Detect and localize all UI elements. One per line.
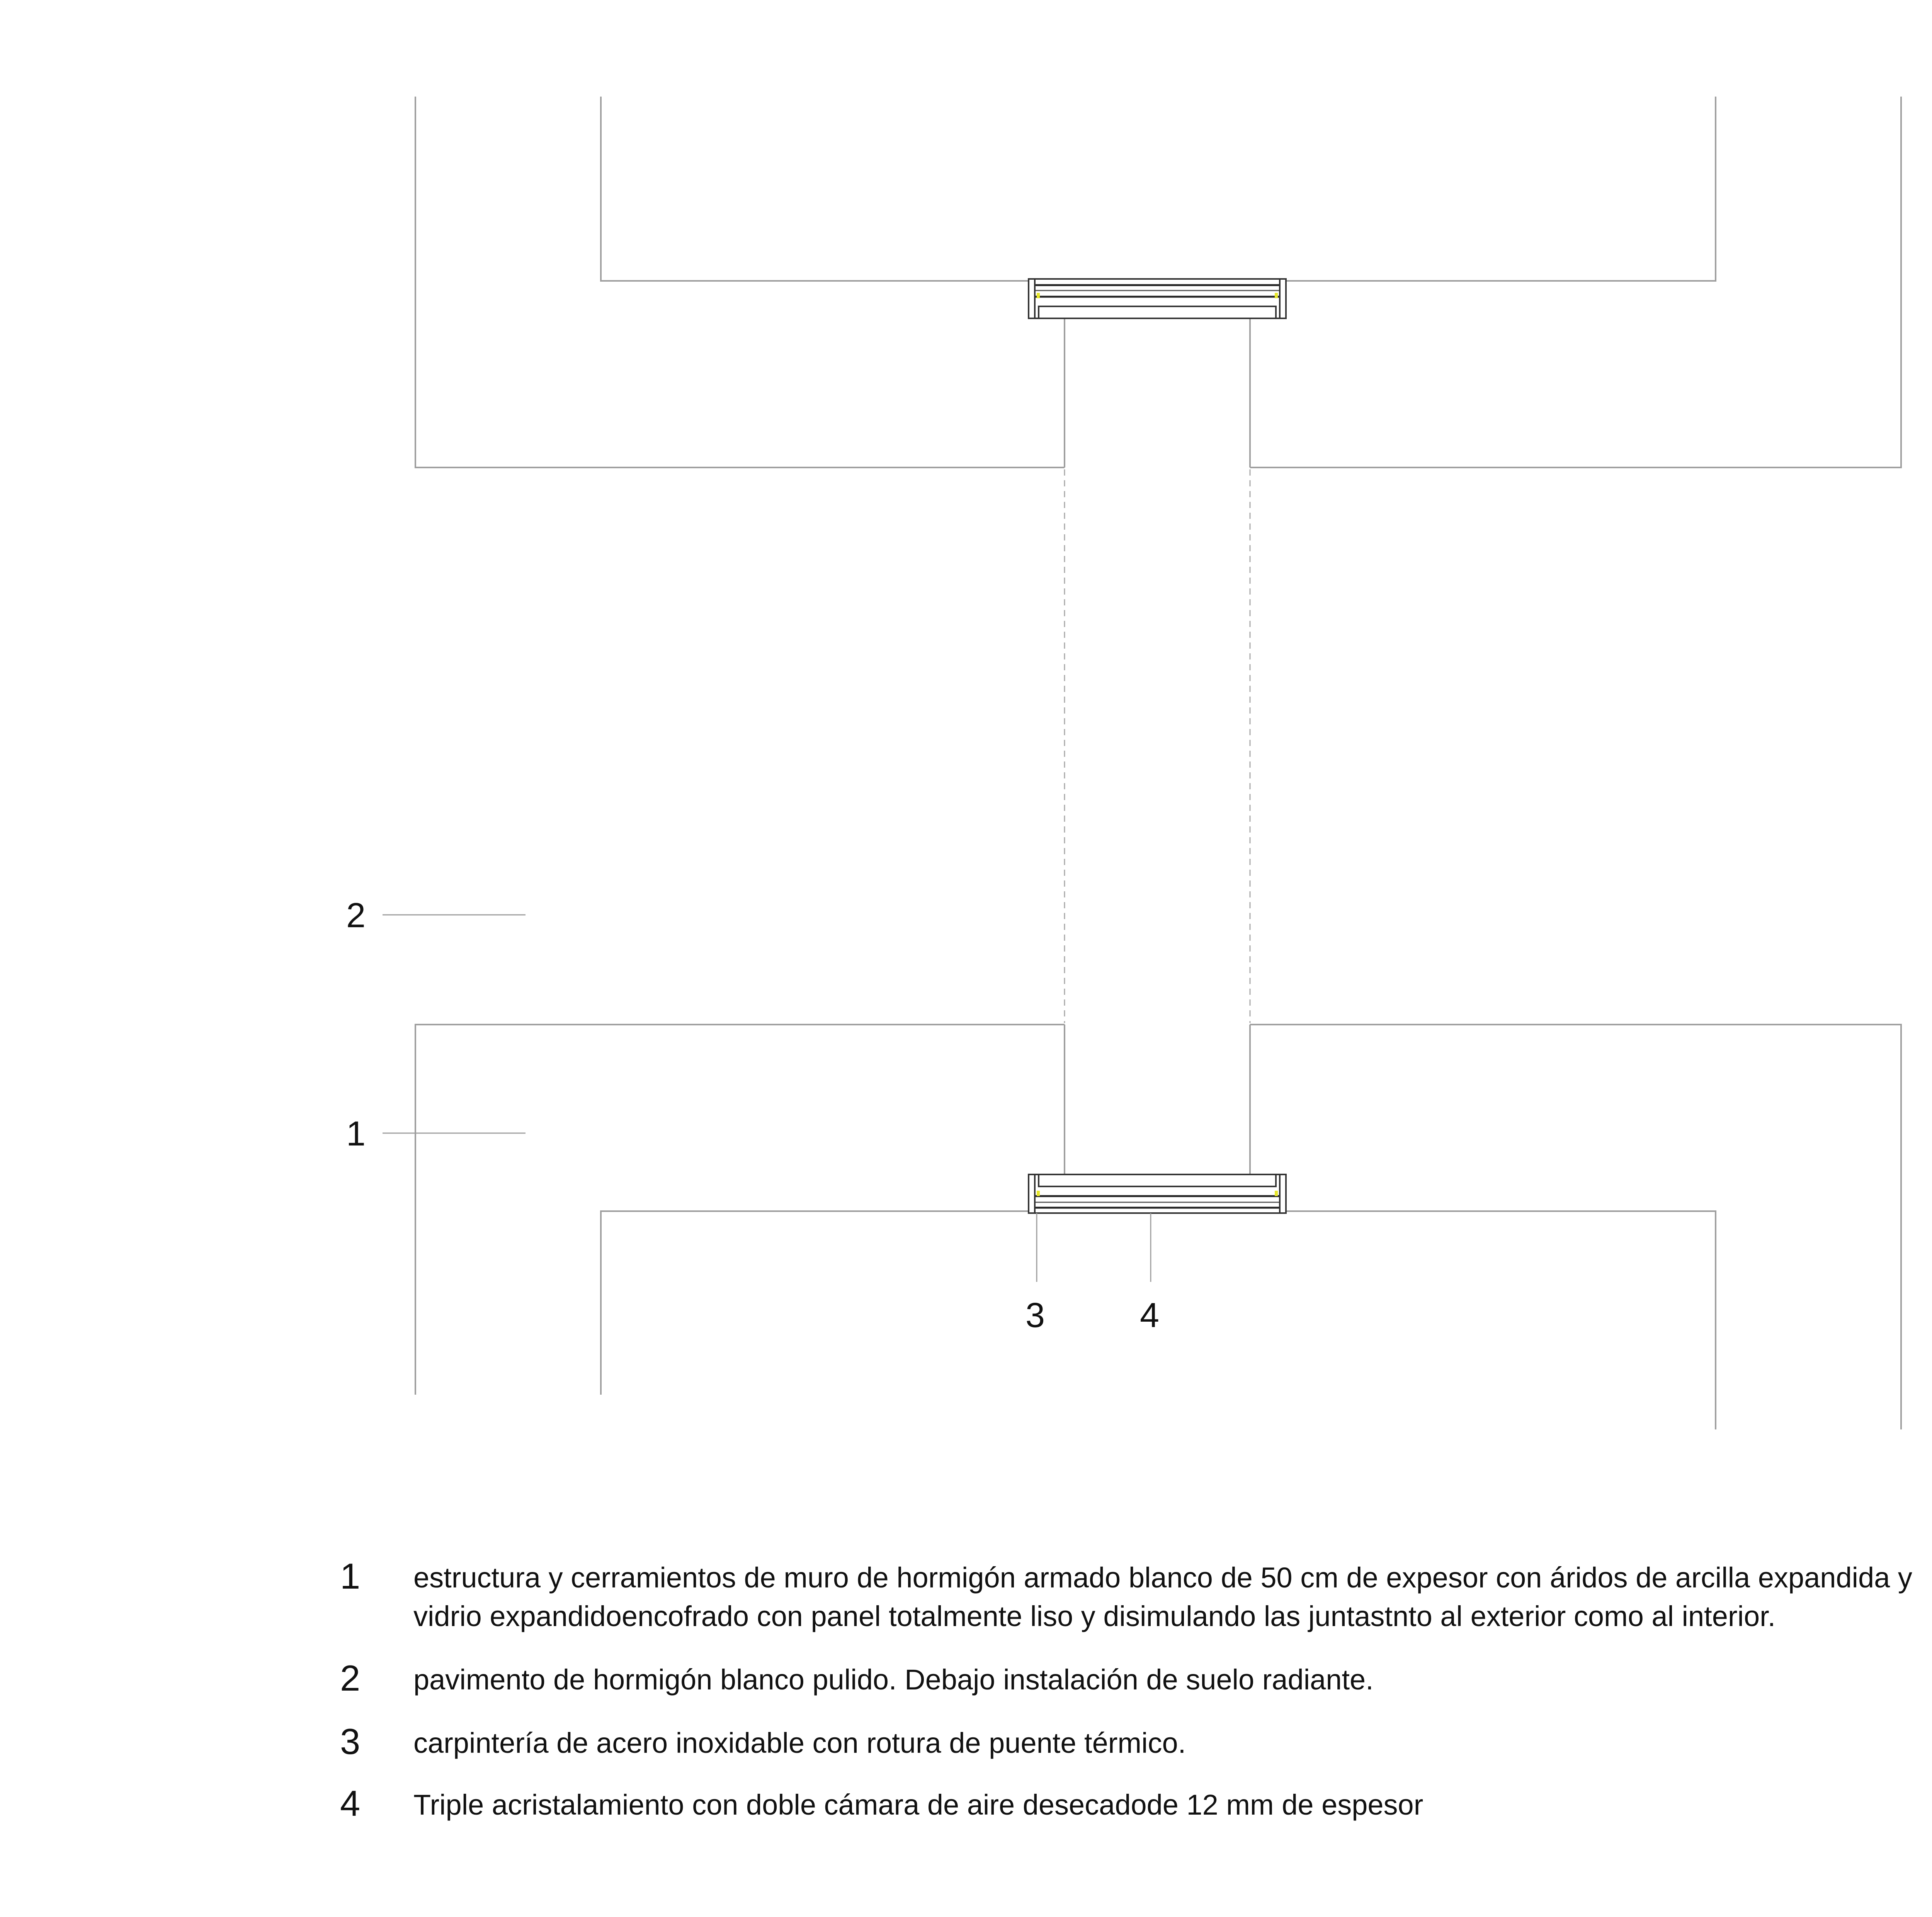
lower-wall-inner — [601, 1211, 1028, 1395]
lower-window — [1029, 1174, 1286, 1213]
upper-wall-inner — [601, 97, 1028, 281]
callout-4: 4 — [1140, 1296, 1160, 1335]
legend-number: 3 — [340, 1721, 361, 1762]
upper-seal-right — [1275, 293, 1278, 298]
callout-2: 2 — [346, 896, 366, 935]
legend-text: Triple acristalamiento con doble cámara de aire desecadode 12 mm de espesor — [413, 1789, 1423, 1821]
legend-item — [340, 1722, 1924, 1762]
legend-number: 1 — [340, 1556, 361, 1596]
upper-window — [1029, 279, 1286, 318]
legend-text: carpintería de acero inoxidable con rotura de puente térmico. — [413, 1727, 1186, 1759]
callout-leaders — [383, 915, 1151, 1282]
legend-item — [340, 1557, 1924, 1636]
opening — [1065, 319, 1250, 1174]
upper-wall-outer-right — [1250, 97, 1901, 467]
upper-window-sill — [1039, 306, 1276, 318]
legend-item — [340, 1784, 1924, 1824]
lower-wall-outer-right — [1250, 1025, 1901, 1429]
legend-number: 2 — [340, 1658, 361, 1698]
legend-number: 4 — [340, 1783, 361, 1824]
upper-seal-left — [1037, 293, 1040, 298]
upper-wall-outer-left — [415, 97, 1065, 467]
callout-3: 3 — [1026, 1296, 1045, 1335]
legend-text: estructura y cerramientos de muro de hormigón armado blanco de 50 cm de expesor con áridos de arcilla expandida y vidrio expandidoencofrado con panel totalmente liso y disimulando las juntastnto al exterior como al interior. — [413, 1562, 1912, 1632]
callout-1: 1 — [346, 1115, 366, 1153]
lower-wall-outer-left — [415, 1025, 1065, 1395]
lower-seal-right — [1275, 1191, 1278, 1196]
lower-wall — [415, 1025, 1901, 1429]
legend — [340, 1557, 1924, 1824]
lower-window-sill — [1039, 1174, 1276, 1186]
upper-wall-inner-right — [1287, 97, 1716, 281]
legend-item — [340, 1659, 1924, 1699]
lower-wall-inner-right — [1287, 1211, 1716, 1429]
legend-text: pavimento de hormigón blanco pulido. Debajo instalación de suelo radiante. — [413, 1664, 1374, 1696]
lower-seal-left — [1037, 1191, 1040, 1196]
